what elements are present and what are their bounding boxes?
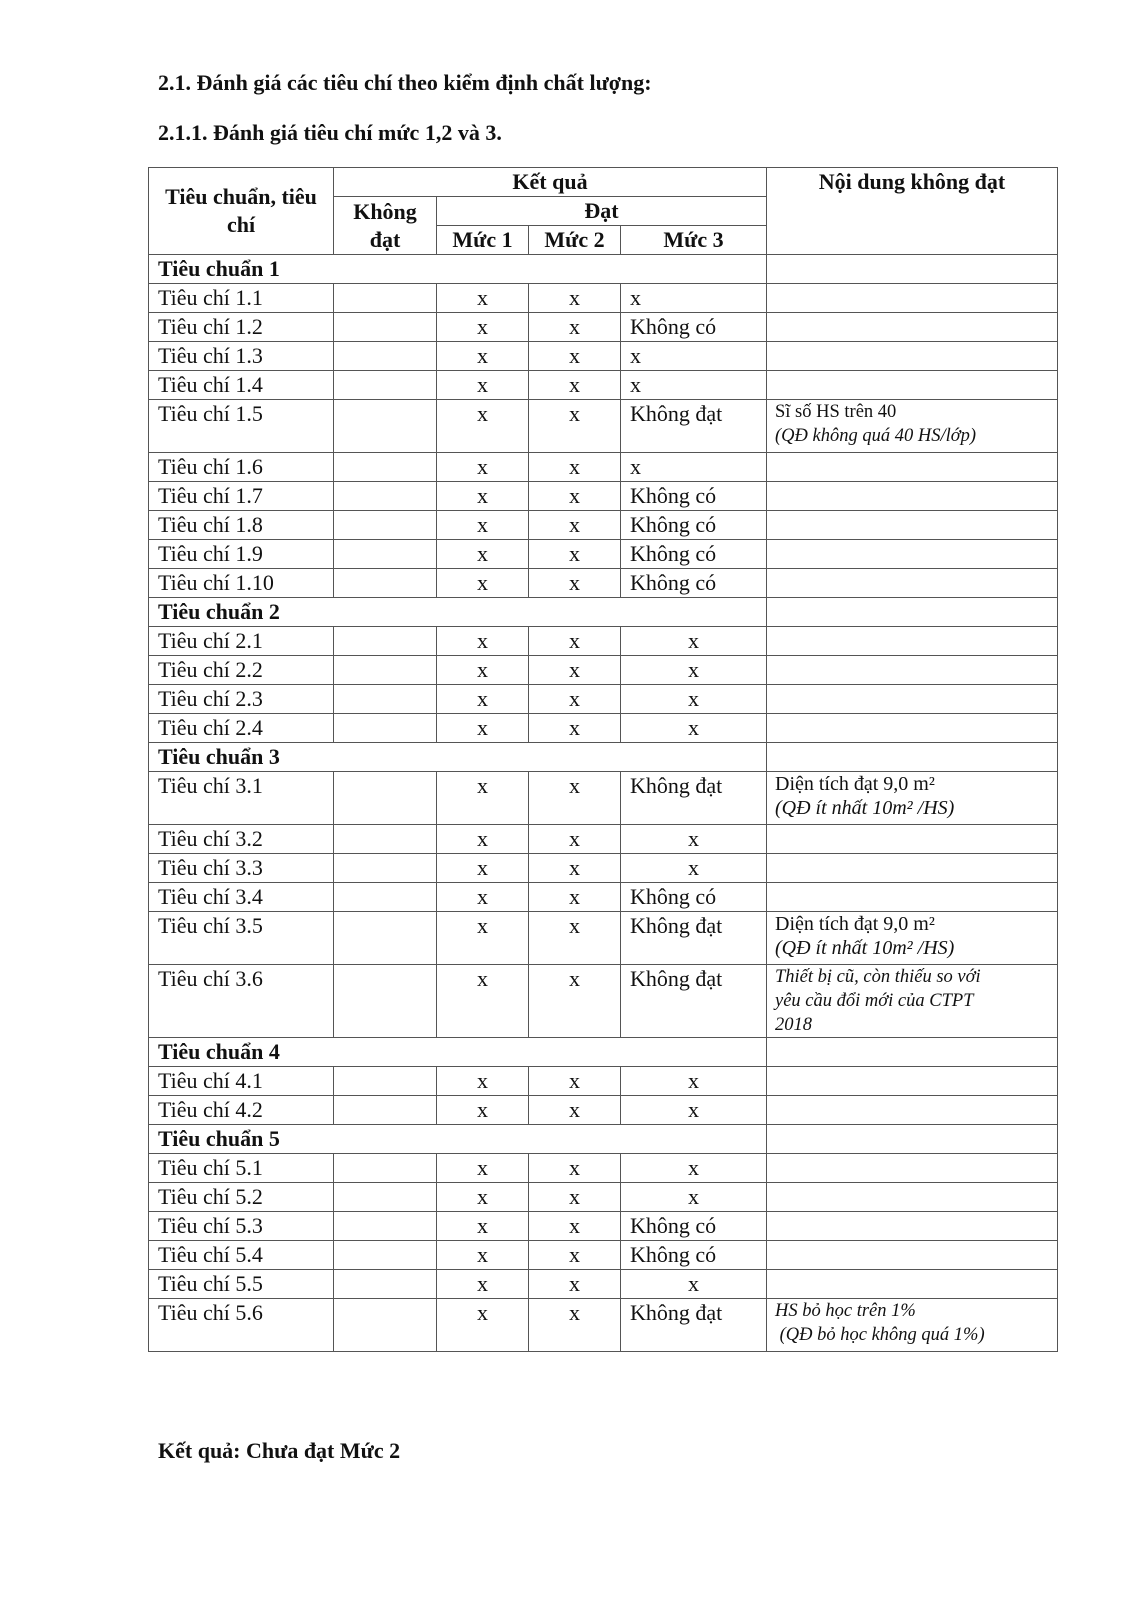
note-line: HS bỏ học trên 1%	[775, 1301, 916, 1321]
level-1-cell: x	[437, 400, 529, 453]
level-1-cell: x	[437, 371, 529, 400]
not-met-cell	[334, 540, 437, 569]
level-2-cell: x	[529, 482, 621, 511]
not-met-cell	[334, 1212, 437, 1241]
notes-cell	[767, 685, 1058, 714]
level-1-cell: x	[437, 511, 529, 540]
table-row	[149, 1299, 1058, 1352]
header-criteria: Tiêu chuẩn, tiêu chí	[149, 168, 334, 255]
not-met-cell	[334, 656, 437, 685]
criterion-name: Tiêu chí 3.2	[149, 825, 334, 854]
header-met: Đạt	[437, 197, 767, 226]
level-1-cell: x	[437, 854, 529, 883]
note-line: Diện tích đạt 9,0 m²	[775, 773, 935, 795]
not-met-cell	[334, 883, 437, 912]
level-1-cell: x	[437, 772, 529, 825]
not-met-cell	[334, 1154, 437, 1183]
level-3-cell: x	[621, 825, 767, 854]
level-3-cell: Không có	[621, 569, 767, 598]
not-met-cell	[334, 1183, 437, 1212]
level-2-cell: x	[529, 540, 621, 569]
notes-cell	[767, 825, 1058, 854]
notes-cell	[767, 912, 1058, 965]
level-3-cell: x	[621, 1096, 767, 1125]
table-row	[149, 284, 1058, 313]
not-met-cell	[334, 854, 437, 883]
level-3-cell: x	[621, 284, 767, 313]
note-line: (QĐ bỏ học không quá 1%)	[775, 1325, 985, 1345]
table-row	[149, 1270, 1058, 1299]
not-met-cell	[334, 627, 437, 656]
not-met-cell	[334, 825, 437, 854]
criterion-name: Tiêu chí 3.3	[149, 854, 334, 883]
criterion-name: Tiêu chí 5.2	[149, 1183, 334, 1212]
criterion-name: Tiêu chí 1.1	[149, 284, 334, 313]
level-1-cell: x	[437, 540, 529, 569]
not-met-cell	[334, 284, 437, 313]
criterion-name: Tiêu chí 3.5	[149, 912, 334, 965]
notes-cell	[767, 1183, 1058, 1212]
level-2-cell: x	[529, 714, 621, 743]
criterion-name: Tiêu chí 1.4	[149, 371, 334, 400]
level-1-cell: x	[437, 342, 529, 371]
notes-cell	[767, 656, 1058, 685]
level-2-cell: x	[529, 1299, 621, 1352]
table-row	[149, 313, 1058, 342]
level-1-cell: x	[437, 627, 529, 656]
criterion-name: Tiêu chí 2.2	[149, 656, 334, 685]
criterion-name: Tiêu chí 1.3	[149, 342, 334, 371]
criterion-name: Tiêu chí 2.4	[149, 714, 334, 743]
notes-cell	[767, 511, 1058, 540]
standard-name: Tiêu chuẩn 3	[149, 743, 767, 772]
level-1-cell: x	[437, 1154, 529, 1183]
table-row	[149, 685, 1058, 714]
standard-name: Tiêu chuẩn 2	[149, 598, 767, 627]
level-1-cell: x	[437, 284, 529, 313]
not-met-cell	[334, 685, 437, 714]
level-3-cell: x	[621, 627, 767, 656]
criterion-name: Tiêu chí 1.10	[149, 569, 334, 598]
table-row	[149, 825, 1058, 854]
notes-cell	[767, 569, 1058, 598]
level-3-cell: Không có	[621, 883, 767, 912]
standard-name: Tiêu chuẩn 4	[149, 1038, 767, 1067]
criterion-name: Tiêu chí 3.6	[149, 965, 334, 1038]
not-met-cell	[334, 1270, 437, 1299]
not-met-cell	[334, 912, 437, 965]
level-3-cell: x	[621, 1270, 767, 1299]
table-row	[149, 1154, 1058, 1183]
level-1-cell: x	[437, 1067, 529, 1096]
criterion-name: Tiêu chí 3.4	[149, 883, 334, 912]
header-not-met: Không đạt	[334, 197, 437, 255]
level-3-cell: Không đạt	[621, 912, 767, 965]
note-line: Thiết bị cũ, còn thiếu so với	[775, 967, 981, 987]
level-1-cell: x	[437, 1299, 529, 1352]
notes-cell	[767, 1067, 1058, 1096]
table-row	[149, 569, 1058, 598]
level-3-cell: Không có	[621, 313, 767, 342]
criterion-name: Tiêu chí 5.1	[149, 1154, 334, 1183]
criterion-name: Tiêu chí 1.6	[149, 453, 334, 482]
criterion-name: Tiêu chí 1.9	[149, 540, 334, 569]
criterion-name: Tiêu chí 1.7	[149, 482, 334, 511]
level-1-cell: x	[437, 883, 529, 912]
level-2-cell: x	[529, 569, 621, 598]
criterion-name: Tiêu chí 1.8	[149, 511, 334, 540]
not-met-cell	[334, 342, 437, 371]
level-2-cell: x	[529, 313, 621, 342]
table-row	[149, 371, 1058, 400]
header-level-3: Mức 3	[621, 226, 767, 255]
table-row	[149, 482, 1058, 511]
standard-row	[149, 598, 1058, 627]
level-3-cell: Không đạt	[621, 772, 767, 825]
note-line: (QĐ ít nhất 10m² /HS)	[775, 797, 955, 819]
note-line: yêu cầu đổi mới của CTPT	[775, 991, 974, 1011]
notes-cell	[767, 1038, 1058, 1067]
not-met-cell	[334, 482, 437, 511]
notes-cell	[767, 1241, 1058, 1270]
level-3-cell: x	[621, 371, 767, 400]
level-1-cell: x	[437, 912, 529, 965]
level-3-cell: x	[621, 854, 767, 883]
level-3-cell: Không đạt	[621, 965, 767, 1038]
not-met-cell	[334, 313, 437, 342]
not-met-cell	[334, 400, 437, 453]
level-2-cell: x	[529, 965, 621, 1038]
standard-name: Tiêu chuẩn 5	[149, 1125, 767, 1154]
level-3-cell: x	[621, 453, 767, 482]
table-row	[149, 854, 1058, 883]
notes-cell	[767, 540, 1058, 569]
level-2-cell: x	[529, 656, 621, 685]
not-met-cell	[334, 1299, 437, 1352]
level-2-cell: x	[529, 453, 621, 482]
level-1-cell: x	[437, 714, 529, 743]
note-line: (QĐ ít nhất 10m² /HS)	[775, 937, 955, 959]
level-1-cell: x	[437, 313, 529, 342]
level-1-cell: x	[437, 453, 529, 482]
level-1-cell: x	[437, 1241, 529, 1270]
notes-cell	[767, 400, 1058, 453]
level-3-cell: x	[621, 1183, 767, 1212]
not-met-cell	[334, 453, 437, 482]
level-1-cell: x	[437, 1212, 529, 1241]
level-2-cell: x	[529, 883, 621, 912]
level-2-cell: x	[529, 284, 621, 313]
level-3-cell: Không đạt	[621, 1299, 767, 1352]
criterion-name: Tiêu chí 5.3	[149, 1212, 334, 1241]
notes-cell	[767, 627, 1058, 656]
notes-cell	[767, 1154, 1058, 1183]
notes-cell	[767, 342, 1058, 371]
level-1-cell: x	[437, 569, 529, 598]
notes-cell	[767, 453, 1058, 482]
level-1-cell: x	[437, 656, 529, 685]
table-row	[149, 342, 1058, 371]
notes-cell	[767, 883, 1058, 912]
level-2-cell: x	[529, 854, 621, 883]
criterion-name: Tiêu chí 5.6	[149, 1299, 334, 1352]
note-line: Sĩ số HS trên 40	[775, 402, 897, 422]
level-2-cell: x	[529, 342, 621, 371]
result-summary: Kết quả: Chưa đạt Mức 2	[158, 1438, 401, 1463]
evaluation-table	[148, 167, 1058, 1352]
criterion-name: Tiêu chí 1.2	[149, 313, 334, 342]
notes-cell	[767, 313, 1058, 342]
subsection-heading: 2.1.1. Đánh giá tiêu chí mức 1,2 và 3.	[158, 120, 502, 145]
not-met-cell	[334, 569, 437, 598]
level-3-cell: Không có	[621, 482, 767, 511]
note-line: Diện tích đạt 9,0 m²	[775, 913, 935, 935]
table-row	[149, 627, 1058, 656]
notes-cell	[767, 371, 1058, 400]
standard-name: Tiêu chuẩn 1	[149, 255, 767, 284]
notes-cell	[767, 743, 1058, 772]
notes-cell	[767, 1299, 1058, 1352]
level-2-cell: x	[529, 1067, 621, 1096]
level-2-cell: x	[529, 1270, 621, 1299]
table-row	[149, 912, 1058, 965]
table-body	[149, 255, 1058, 1352]
notes-cell	[767, 965, 1058, 1038]
level-2-cell: x	[529, 371, 621, 400]
level-3-cell: Không đạt	[621, 400, 767, 453]
table-row	[149, 772, 1058, 825]
level-2-cell: x	[529, 627, 621, 656]
criterion-name: Tiêu chí 3.1	[149, 772, 334, 825]
table-row	[149, 656, 1058, 685]
level-1-cell: x	[437, 1183, 529, 1212]
table-row	[149, 400, 1058, 453]
note-line: 2018	[775, 1015, 812, 1035]
level-2-cell: x	[529, 511, 621, 540]
table-row	[149, 714, 1058, 743]
level-2-cell: x	[529, 1241, 621, 1270]
notes-cell	[767, 854, 1058, 883]
table-row	[149, 1067, 1058, 1096]
not-met-cell	[334, 1067, 437, 1096]
level-3-cell: Không có	[621, 1212, 767, 1241]
notes-cell	[767, 1096, 1058, 1125]
standard-row	[149, 255, 1058, 284]
level-1-cell: x	[437, 825, 529, 854]
level-2-cell: x	[529, 1183, 621, 1212]
header-result: Kết quả	[334, 168, 767, 197]
table-row	[149, 883, 1058, 912]
not-met-cell	[334, 511, 437, 540]
notes-cell	[767, 1125, 1058, 1154]
level-2-cell: x	[529, 772, 621, 825]
level-1-cell: x	[437, 482, 529, 511]
notes-cell	[767, 1270, 1058, 1299]
criterion-name: Tiêu chí 5.5	[149, 1270, 334, 1299]
level-3-cell: Không có	[621, 511, 767, 540]
header-level-2: Mức 2	[529, 226, 621, 255]
criterion-name: Tiêu chí 2.1	[149, 627, 334, 656]
notes-cell	[767, 284, 1058, 313]
table-row	[149, 511, 1058, 540]
section-heading: 2.1. Đánh giá các tiêu chí theo kiểm định chất lượng:	[158, 70, 652, 95]
not-met-cell	[334, 965, 437, 1038]
level-3-cell: Không có	[621, 540, 767, 569]
not-met-cell	[334, 1096, 437, 1125]
level-3-cell: x	[621, 342, 767, 371]
level-1-cell: x	[437, 1096, 529, 1125]
level-3-cell: x	[621, 685, 767, 714]
level-2-cell: x	[529, 1212, 621, 1241]
table-row	[149, 1183, 1058, 1212]
standard-row	[149, 1125, 1058, 1154]
level-2-cell: x	[529, 1154, 621, 1183]
level-1-cell: x	[437, 1270, 529, 1299]
not-met-cell	[334, 371, 437, 400]
level-2-cell: x	[529, 685, 621, 714]
level-2-cell: x	[529, 825, 621, 854]
table-row	[149, 540, 1058, 569]
criterion-name: Tiêu chí 4.2	[149, 1096, 334, 1125]
not-met-cell	[334, 1241, 437, 1270]
level-3-cell: x	[621, 656, 767, 685]
level-2-cell: x	[529, 1096, 621, 1125]
level-3-cell: x	[621, 1154, 767, 1183]
notes-cell	[767, 772, 1058, 825]
table-row	[149, 965, 1058, 1038]
criterion-name: Tiêu chí 1.5	[149, 400, 334, 453]
header-notes: Nội dung không đạt	[767, 168, 1058, 255]
criterion-name: Tiêu chí 4.1	[149, 1067, 334, 1096]
level-3-cell: Không có	[621, 1241, 767, 1270]
not-met-cell	[334, 714, 437, 743]
table-row	[149, 1212, 1058, 1241]
level-2-cell: x	[529, 400, 621, 453]
table-row	[149, 1241, 1058, 1270]
table-row	[149, 1096, 1058, 1125]
standard-row	[149, 1038, 1058, 1067]
level-2-cell: x	[529, 912, 621, 965]
criterion-name: Tiêu chí 5.4	[149, 1241, 334, 1270]
level-1-cell: x	[437, 685, 529, 714]
standard-row	[149, 743, 1058, 772]
table-row	[149, 453, 1058, 482]
level-3-cell: x	[621, 1067, 767, 1096]
level-3-cell: x	[621, 714, 767, 743]
notes-cell	[767, 1212, 1058, 1241]
notes-cell	[767, 255, 1058, 284]
notes-cell	[767, 482, 1058, 511]
note-line: (QĐ không quá 40 HS/lớp)	[775, 426, 977, 446]
notes-cell	[767, 714, 1058, 743]
level-1-cell: x	[437, 965, 529, 1038]
not-met-cell	[334, 772, 437, 825]
notes-cell	[767, 598, 1058, 627]
header-level-1: Mức 1	[437, 226, 529, 255]
criterion-name: Tiêu chí 2.3	[149, 685, 334, 714]
